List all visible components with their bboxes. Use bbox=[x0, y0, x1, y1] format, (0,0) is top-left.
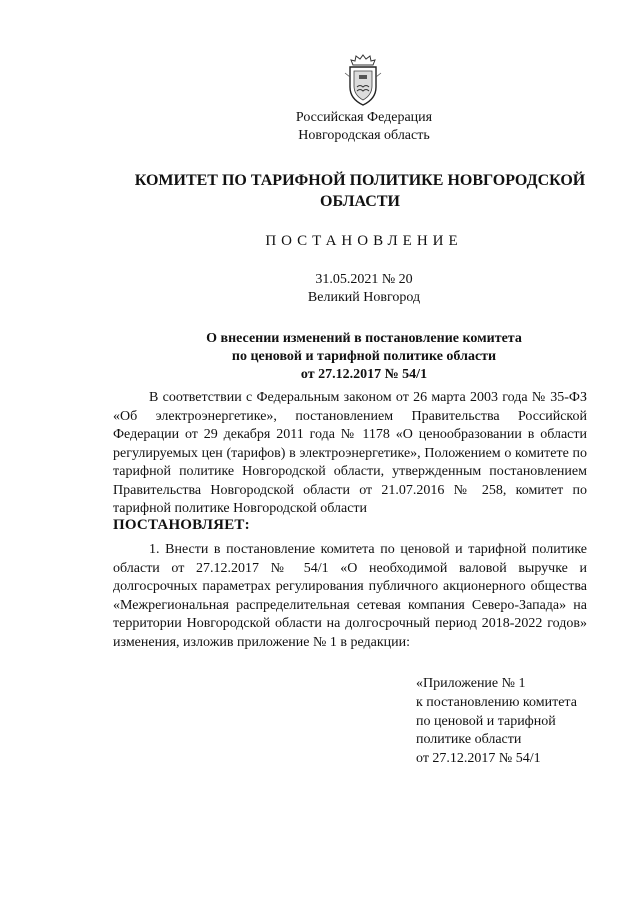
appendix-line: политике области bbox=[416, 732, 522, 748]
committee-title: КОМИТЕТ ПО ТАРИФНОЙ ПОЛИТИКЕ НОВГОРОДСКОЙ ОБЛАСТИ bbox=[134, 172, 586, 210]
appendix-line: «Приложение № 1 bbox=[416, 676, 526, 691]
appendix-reference bbox=[416, 675, 616, 769]
preamble-text: В соответствии с Федеральным законом от 26 марта 2003 года № 35-ФЗ «Об электроэнергетике», постановлением Правительства Российской Федерации от 29 декабря 2011 года № 1178 «О ценообразовании в области регулируемых цен (тарифов) в электроэнергетике», Положением о комитете по тарифной политике Новгородской области, утвержденным постановлением Правительства Новгородской области от 21.07.2016 № 258, комитет по тарифной политике Новгородской области bbox=[113, 390, 587, 516]
document-subject bbox=[124, 330, 604, 384]
country-name: Российская Федерация bbox=[295, 110, 433, 125]
appendix-line: к постановлению комитета bbox=[416, 694, 577, 710]
region-name: Новгородская область bbox=[298, 128, 430, 143]
document-date-number: 31.05.2021 № 20 bbox=[315, 272, 413, 287]
appendix-line: от 27.12.2017 № 54/1 bbox=[416, 751, 541, 767]
document-city: Великий Новгород bbox=[307, 290, 421, 305]
document-type: ПОСТАНОВЛЕНИЕ bbox=[265, 233, 463, 249]
subject-line: по ценовой и тарифной политике области bbox=[231, 349, 497, 364]
resolves-heading: ПОСТАНОВЛЯЕТ: bbox=[113, 517, 250, 533]
subject-line: О внесении изменений в постановление комитета bbox=[206, 331, 522, 346]
preamble-paragraph bbox=[113, 389, 587, 519]
coat-of-arms-icon bbox=[342, 53, 384, 107]
appendix-line: по ценовой и тарифной bbox=[416, 713, 556, 729]
item-1-paragraph: 1. Внести в постановление комитета по ценовой и тарифной политике области от 27.12.2017 № 54/1 «О необходимой валовой выручке и долгосрочных параметрах регулирования публичного акционерного общества «Межрегиональная распределительная сетевая компания Северо-Запада» на территории Новгородской области на долгосрочный период 2018-2022 годов» изменения, изложив приложение № 1 в редакции: bbox=[113, 542, 587, 650]
subject-line: от 27.12.2017 № 54/1 bbox=[300, 367, 428, 382]
